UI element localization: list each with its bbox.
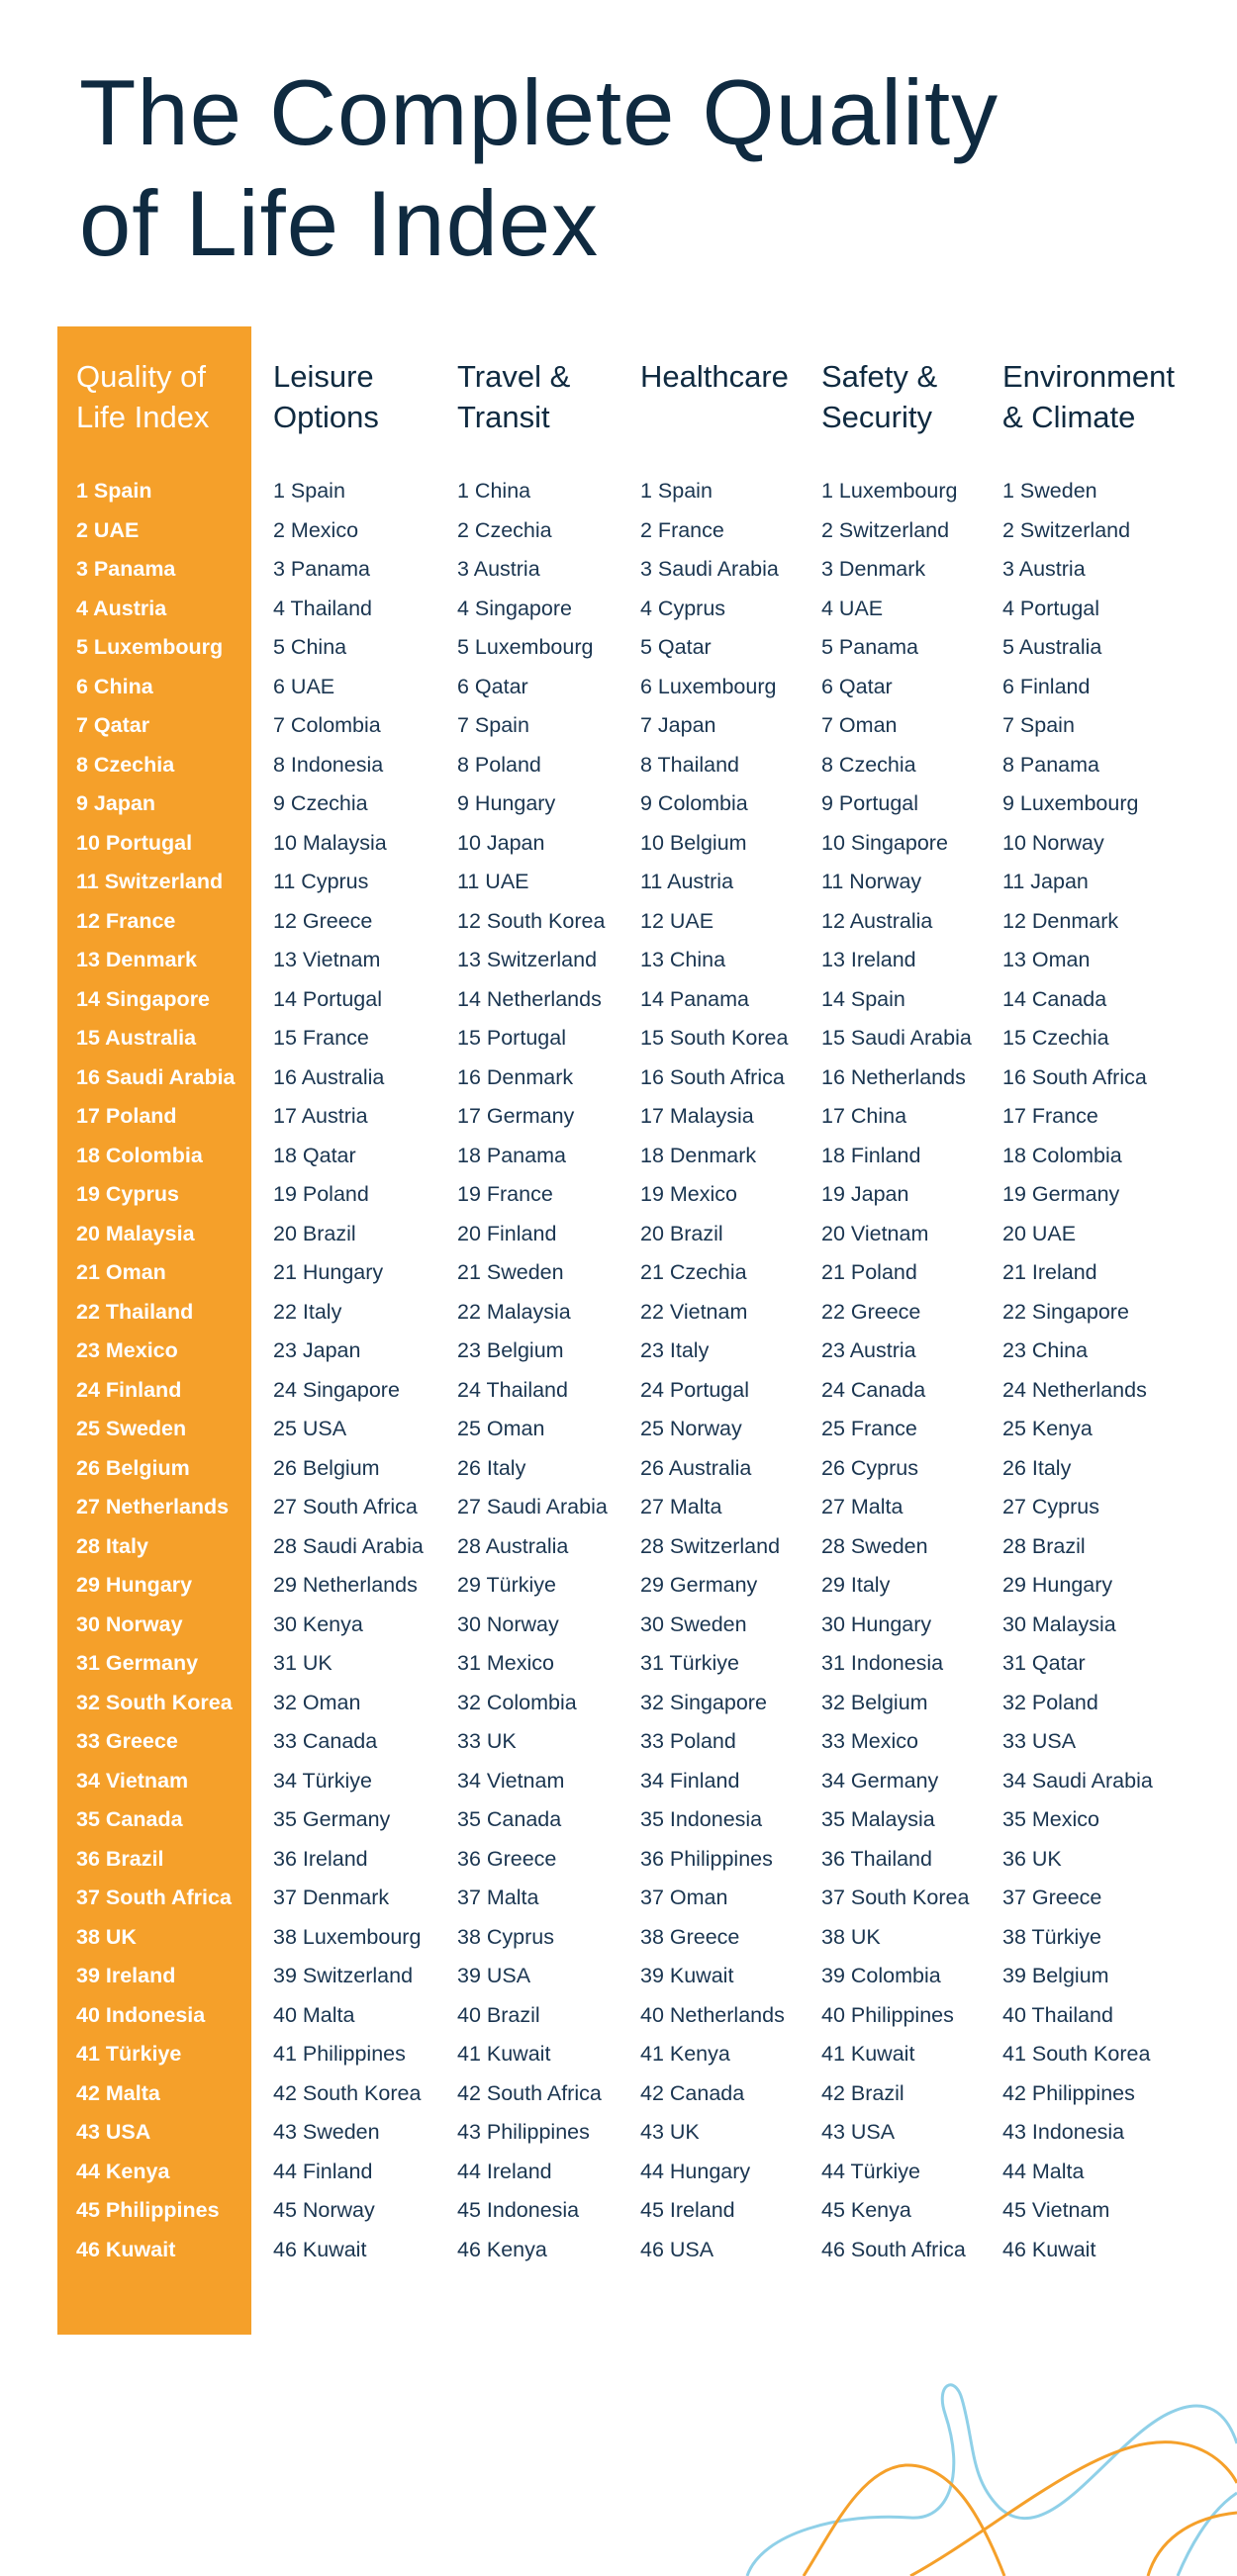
list-item: 18 Panama xyxy=(457,1143,566,1167)
list-item: 37 South Korea xyxy=(821,1886,970,1909)
list-item: 32 Belgium xyxy=(821,1690,928,1714)
list-item: 24 Netherlands xyxy=(1002,1377,1147,1402)
list-item: 1 Sweden xyxy=(1002,479,1097,503)
list-item: 23 Belgium xyxy=(457,1338,564,1362)
list-item: 17 Austria xyxy=(273,1104,368,1128)
list-item: 18 Denmark xyxy=(640,1143,757,1167)
list-item: 10 Malaysia xyxy=(273,830,387,855)
list-item: 6 Qatar xyxy=(821,674,893,698)
list-item: 15 France xyxy=(273,1026,369,1050)
list-item: 17 Poland xyxy=(76,1104,177,1128)
list-item: 4 Thailand xyxy=(273,596,373,620)
list-item: 20 UAE xyxy=(1002,1221,1077,1245)
list-item: 32 Singapore xyxy=(640,1690,767,1714)
list-item: 46 Kuwait xyxy=(76,2237,176,2261)
list-item: 28 Brazil xyxy=(1002,1533,1086,1558)
list-item: 33 Poland xyxy=(640,1729,736,1753)
list-item: 42 Malta xyxy=(76,2080,160,2105)
list-item: 44 Malta xyxy=(1002,2159,1085,2183)
list-item: 42 South Korea xyxy=(273,2080,422,2105)
list-item: 41 Philippines xyxy=(273,2042,406,2066)
list-item: 3 Austria xyxy=(457,557,540,581)
list-item: 16 South Africa xyxy=(640,1064,785,1089)
column-header-line-2: Transit xyxy=(457,400,550,434)
list-item: 7 Qatar xyxy=(76,713,150,737)
list-item: 23 China xyxy=(1002,1338,1089,1362)
list-item: 25 France xyxy=(821,1417,917,1440)
list-item: 15 South Korea xyxy=(640,1026,789,1050)
list-item: 23 Mexico xyxy=(76,1338,178,1362)
list-item: 38 UK xyxy=(76,1924,137,1949)
list-item: 2 France xyxy=(640,517,724,542)
list-item: 31 Mexico xyxy=(457,1651,554,1675)
list-item: 5 China xyxy=(273,635,347,659)
list-item: 3 Panama xyxy=(76,557,176,581)
list-item: 36 Greece xyxy=(457,1846,557,1871)
list-item: 37 Denmark xyxy=(273,1886,390,1909)
list-item: 16 Saudi Arabia xyxy=(76,1064,236,1089)
list-item: 1 Spain xyxy=(273,479,345,503)
list-item: 13 Denmark xyxy=(76,948,197,971)
list-item: 13 Vietnam xyxy=(273,948,381,971)
list-item: 35 Germany xyxy=(273,1807,391,1831)
list-item: 29 Italy xyxy=(821,1573,891,1597)
list-item: 7 Colombia xyxy=(273,713,381,737)
title-line-2: of Life Index xyxy=(79,171,600,275)
list-item: 39 USA xyxy=(457,1964,531,1987)
list-item: 44 Ireland xyxy=(457,2159,552,2183)
list-item: 38 Luxembourg xyxy=(273,1924,422,1949)
list-item: 29 Hungary xyxy=(76,1573,193,1597)
column-header-line-1: Quality of xyxy=(76,359,206,394)
list-item: 27 Cyprus xyxy=(1002,1495,1099,1518)
list-item: 27 Netherlands xyxy=(76,1495,230,1518)
list-item: 43 Philippines xyxy=(457,2120,590,2144)
list-item: 26 Cyprus xyxy=(821,1455,918,1480)
list-item: 14 Netherlands xyxy=(457,986,602,1011)
list-item: 34 Finland xyxy=(640,1768,740,1793)
list-item: 13 China xyxy=(640,948,726,971)
list-item: 17 Malaysia xyxy=(640,1104,754,1128)
list-item: 21 Oman xyxy=(76,1260,166,1284)
list-item: 9 Portugal xyxy=(821,791,919,815)
list-item: 10 Portugal xyxy=(76,830,193,855)
list-item: 9 Luxembourg xyxy=(1002,791,1139,815)
list-item: 19 France xyxy=(457,1182,553,1206)
list-item: 2 Mexico xyxy=(273,517,359,542)
list-item: 7 Spain xyxy=(457,713,529,737)
list-item: 3 Austria xyxy=(1002,557,1086,581)
list-item: 29 Netherlands xyxy=(273,1573,418,1597)
list-item: 2 Switzerland xyxy=(1002,517,1131,542)
list-item: 45 Ireland xyxy=(640,2198,735,2222)
list-item: 31 Türkiye xyxy=(640,1651,739,1675)
list-item: 22 Greece xyxy=(821,1299,921,1324)
list-item: 31 Germany xyxy=(76,1651,199,1675)
column-header-line-1: Healthcare xyxy=(640,359,789,394)
list-item: 39 Colombia xyxy=(821,1964,941,1987)
list-item: 1 China xyxy=(457,479,531,503)
list-item: 7 Oman xyxy=(821,713,898,737)
list-item: 18 Qatar xyxy=(273,1143,356,1167)
list-item: 30 Kenya xyxy=(273,1611,363,1636)
list-item: 19 Mexico xyxy=(640,1182,737,1206)
list-item: 32 Oman xyxy=(273,1690,361,1714)
list-item: 14 Spain xyxy=(821,986,905,1011)
list-item: 13 Oman xyxy=(1002,948,1091,971)
list-item: 46 South Africa xyxy=(821,2237,966,2261)
list-item: 29 Germany xyxy=(640,1573,758,1597)
list-item: 15 Czechia xyxy=(1002,1026,1109,1050)
list-item: 37 Greece xyxy=(1002,1886,1102,1909)
list-item: 34 Türkiye xyxy=(273,1768,372,1793)
list-item: 28 Saudi Arabia xyxy=(273,1533,424,1558)
list-item: 10 Norway xyxy=(1002,830,1104,855)
list-item: 22 Singapore xyxy=(1002,1299,1129,1324)
list-item: 13 Ireland xyxy=(821,948,916,971)
list-item: 11 Austria xyxy=(640,870,734,893)
list-item: 19 Cyprus xyxy=(76,1182,179,1206)
list-item: 38 Greece xyxy=(640,1924,740,1949)
list-item: 9 Czechia xyxy=(273,791,368,815)
list-item: 17 Germany xyxy=(457,1104,575,1128)
list-item: 25 Sweden xyxy=(76,1417,187,1440)
list-item: 8 Thailand xyxy=(640,752,740,777)
list-item: 21 Ireland xyxy=(1002,1260,1097,1284)
column-header-line-2: Life Index xyxy=(76,400,210,434)
list-item: 6 China xyxy=(76,674,153,698)
list-item: 40 Thailand xyxy=(1002,2002,1113,2027)
list-item: 23 Italy xyxy=(640,1338,710,1362)
list-item: 41 South Korea xyxy=(1002,2042,1151,2066)
list-item: 3 Denmark xyxy=(821,557,926,581)
list-item: 14 Singapore xyxy=(76,986,211,1011)
list-item: 45 Philippines xyxy=(76,2198,220,2222)
list-item: 36 Thailand xyxy=(821,1846,932,1871)
list-item: 45 Norway xyxy=(273,2198,375,2222)
list-item: 16 Netherlands xyxy=(821,1064,966,1089)
list-item: 39 Ireland xyxy=(76,1964,176,1987)
list-item: 12 Greece xyxy=(273,908,373,933)
list-item: 29 Hungary xyxy=(1002,1573,1113,1597)
list-item: 22 Thailand xyxy=(76,1299,194,1324)
list-item: 46 Kuwait xyxy=(1002,2237,1096,2261)
list-item: 40 Brazil xyxy=(457,2002,540,2027)
list-item: 36 Ireland xyxy=(273,1846,368,1871)
list-item: 35 Canada xyxy=(76,1807,183,1831)
list-item: 26 Italy xyxy=(457,1455,526,1480)
column-header-line-1: Safety & xyxy=(821,359,938,394)
list-item: 21 Sweden xyxy=(457,1260,564,1284)
list-item: 37 South Africa xyxy=(76,1886,232,1909)
list-item: 26 Belgium xyxy=(273,1455,380,1480)
list-item: 39 Kuwait xyxy=(640,1964,734,1987)
list-item: 1 Spain xyxy=(76,479,152,503)
list-item: 20 Malaysia xyxy=(76,1221,195,1245)
list-item: 11 Norway xyxy=(821,870,922,893)
list-item: 4 Singapore xyxy=(457,596,572,620)
list-item: 46 Kuwait xyxy=(273,2237,367,2261)
list-item: 46 USA xyxy=(640,2237,714,2261)
list-item: 35 Canada xyxy=(457,1807,562,1831)
list-item: 31 UK xyxy=(273,1651,333,1675)
list-item: 4 Austria xyxy=(76,596,167,620)
list-item: 40 Philippines xyxy=(821,2002,954,2027)
list-item: 2 UAE xyxy=(76,517,140,542)
list-item: 22 Italy xyxy=(273,1299,342,1324)
list-item: 19 Poland xyxy=(273,1182,369,1206)
list-item: 15 Saudi Arabia xyxy=(821,1026,972,1050)
list-item: 8 Poland xyxy=(457,752,541,777)
list-item: 38 Cyprus xyxy=(457,1924,554,1949)
list-item: 28 Sweden xyxy=(821,1533,928,1558)
list-item: 28 Italy xyxy=(76,1533,148,1558)
list-item: 25 Oman xyxy=(457,1417,545,1440)
list-item: 30 Norway xyxy=(457,1611,559,1636)
list-item: 36 Philippines xyxy=(640,1846,773,1871)
list-item: 9 Hungary xyxy=(457,791,556,815)
list-item: 15 Australia xyxy=(76,1026,197,1050)
list-item: 4 UAE xyxy=(821,596,884,620)
column-header-line-1: Travel & xyxy=(457,359,571,394)
list-item: 25 Kenya xyxy=(1002,1417,1093,1440)
list-item: 9 Colombia xyxy=(640,791,748,815)
column-header-line-1: Environment xyxy=(1002,359,1176,394)
list-item: 41 Kuwait xyxy=(457,2042,551,2066)
list-item: 45 Kenya xyxy=(821,2198,911,2222)
list-item: 10 Japan xyxy=(457,830,545,855)
list-item: 31 Qatar xyxy=(1002,1651,1086,1675)
list-item: 3 Saudi Arabia xyxy=(640,557,779,581)
list-item: 35 Indonesia xyxy=(640,1807,763,1831)
list-item: 38 Türkiye xyxy=(1002,1924,1101,1949)
list-item: 36 UK xyxy=(1002,1846,1062,1871)
list-item: 4 Cyprus xyxy=(640,596,726,620)
list-item: 43 USA xyxy=(76,2120,151,2144)
list-item: 33 UK xyxy=(457,1729,517,1753)
column-header-line-2: Security xyxy=(821,400,932,434)
list-item: 5 Luxembourg xyxy=(76,635,224,659)
list-item: 30 Hungary xyxy=(821,1611,932,1636)
list-item: 33 USA xyxy=(1002,1729,1077,1753)
list-item: 30 Malaysia xyxy=(1002,1611,1116,1636)
list-item: 12 Denmark xyxy=(1002,908,1119,933)
list-item: 12 UAE xyxy=(640,908,714,933)
list-item: 20 Vietnam xyxy=(821,1221,929,1245)
list-item: 5 Panama xyxy=(821,635,919,659)
list-item: 21 Czechia xyxy=(640,1260,747,1284)
list-item: 22 Malaysia xyxy=(457,1299,571,1324)
list-item: 28 Switzerland xyxy=(640,1533,781,1558)
list-item: 1 Spain xyxy=(640,479,713,503)
list-item: 42 Philippines xyxy=(1002,2080,1135,2105)
column-header-line-1: Leisure xyxy=(273,359,374,394)
list-item: 35 Mexico xyxy=(1002,1807,1099,1831)
list-item: 40 Malta xyxy=(273,2002,355,2027)
title-line-1: The Complete Quality xyxy=(79,60,999,164)
blue-curve xyxy=(1178,2493,1237,2576)
list-item: 40 Netherlands xyxy=(640,2002,785,2027)
list-item: 19 Germany xyxy=(1002,1182,1120,1206)
list-item: 40 Indonesia xyxy=(76,2002,206,2027)
list-item: 30 Sweden xyxy=(640,1611,747,1636)
list-item: 45 Vietnam xyxy=(1002,2198,1110,2222)
list-item: 42 Canada xyxy=(640,2080,745,2105)
list-item: 39 Switzerland xyxy=(273,1964,414,1987)
list-item: 23 Japan xyxy=(273,1338,361,1362)
list-item: 18 Colombia xyxy=(1002,1143,1122,1167)
list-item: 33 Canada xyxy=(273,1729,378,1753)
list-item: 24 Portugal xyxy=(640,1377,749,1402)
list-item: 45 Indonesia xyxy=(457,2198,580,2222)
list-item: 14 Panama xyxy=(640,986,749,1011)
list-item: 7 Japan xyxy=(640,713,716,737)
list-item: 41 Kuwait xyxy=(821,2042,915,2066)
list-item: 13 Switzerland xyxy=(457,948,598,971)
list-item: 16 South Africa xyxy=(1002,1064,1147,1089)
list-item: 37 Malta xyxy=(457,1886,539,1909)
column-header-line-2: & Climate xyxy=(1002,400,1136,434)
list-item: 20 Brazil xyxy=(273,1221,356,1245)
list-item: 11 Japan xyxy=(1002,870,1089,893)
list-item: 31 Indonesia xyxy=(821,1651,944,1675)
list-item: 24 Thailand xyxy=(457,1377,568,1402)
list-item: 8 Panama xyxy=(1002,752,1100,777)
list-item: 26 Belgium xyxy=(76,1455,190,1480)
list-item: 14 Portugal xyxy=(273,986,382,1011)
list-item: 34 Vietnam xyxy=(457,1768,565,1793)
list-item: 20 Brazil xyxy=(640,1221,723,1245)
list-item: 37 Oman xyxy=(640,1886,728,1909)
list-item: 25 USA xyxy=(273,1417,347,1440)
list-item: 34 Vietnam xyxy=(76,1768,189,1793)
list-item: 2 Switzerland xyxy=(821,517,950,542)
list-item: 6 Finland xyxy=(1002,674,1091,698)
list-item: 38 UK xyxy=(821,1924,881,1949)
list-item: 44 Finland xyxy=(273,2159,373,2183)
list-item: 15 Portugal xyxy=(457,1026,566,1050)
list-item: 32 Colombia xyxy=(457,1690,577,1714)
list-item: 44 Hungary xyxy=(640,2159,751,2183)
list-item: 42 Brazil xyxy=(821,2080,904,2105)
list-item: 11 Cyprus xyxy=(273,870,369,893)
list-item: 27 South Africa xyxy=(273,1495,418,1518)
list-item: 34 Saudi Arabia xyxy=(1002,1768,1153,1793)
list-item: 27 Malta xyxy=(640,1495,722,1518)
list-item: 36 Brazil xyxy=(76,1846,164,1871)
list-item: 44 Kenya xyxy=(76,2159,170,2183)
list-item: 42 South Africa xyxy=(457,2080,602,2105)
list-item: 9 Japan xyxy=(76,791,156,815)
list-item: 7 Spain xyxy=(1002,713,1075,737)
list-item: 5 Australia xyxy=(1002,635,1102,659)
list-item: 35 Malaysia xyxy=(821,1807,935,1831)
list-item: 5 Qatar xyxy=(640,635,712,659)
list-item: 10 Belgium xyxy=(640,830,747,855)
list-item: 3 Panama xyxy=(273,557,371,581)
list-item: 2 Czechia xyxy=(457,517,552,542)
list-item: 43 UK xyxy=(640,2120,700,2144)
list-item: 12 Australia xyxy=(821,908,933,933)
list-item: 19 Japan xyxy=(821,1182,909,1206)
list-item: 25 Norway xyxy=(640,1417,742,1440)
list-item: 27 Malta xyxy=(821,1495,904,1518)
list-item: 18 Colombia xyxy=(76,1143,203,1167)
list-item: 20 Finland xyxy=(457,1221,557,1245)
list-item: 33 Greece xyxy=(76,1729,178,1753)
list-item: 21 Poland xyxy=(821,1260,917,1284)
list-item: 16 Denmark xyxy=(457,1064,574,1089)
list-item: 17 France xyxy=(1002,1104,1098,1128)
list-item: 12 France xyxy=(76,908,176,933)
list-item: 8 Czechia xyxy=(821,752,916,777)
list-item: 24 Canada xyxy=(821,1377,926,1402)
list-item: 11 UAE xyxy=(457,870,529,893)
list-item: 11 Switzerland xyxy=(76,870,224,893)
list-item: 44 Türkiye xyxy=(821,2159,920,2183)
list-item: 28 Australia xyxy=(457,1533,569,1558)
list-item: 22 Vietnam xyxy=(640,1299,748,1324)
list-item: 26 Italy xyxy=(1002,1455,1072,1480)
list-item: 4 Portugal xyxy=(1002,596,1100,620)
list-item: 24 Singapore xyxy=(273,1377,400,1402)
list-item: 14 Canada xyxy=(1002,986,1107,1011)
list-item: 10 Singapore xyxy=(821,830,948,855)
list-item: 41 Türkiye xyxy=(76,2042,182,2066)
column-header-line-2: Options xyxy=(273,400,379,434)
list-item: 1 Luxembourg xyxy=(821,479,958,503)
list-item: 32 South Korea xyxy=(76,1690,233,1714)
list-item: 6 Qatar xyxy=(457,674,528,698)
list-item: 17 China xyxy=(821,1104,907,1128)
list-item: 34 Germany xyxy=(821,1768,939,1793)
list-item: 43 Indonesia xyxy=(1002,2120,1125,2144)
list-item: 16 Australia xyxy=(273,1064,385,1089)
list-item: 46 Kenya xyxy=(457,2237,547,2261)
list-item: 43 Sweden xyxy=(273,2120,380,2144)
list-item: 30 Norway xyxy=(76,1611,183,1636)
list-item: 26 Australia xyxy=(640,1455,752,1480)
list-item: 27 Saudi Arabia xyxy=(457,1495,608,1518)
list-item: 18 Finland xyxy=(821,1143,921,1167)
list-item: 8 Indonesia xyxy=(273,752,384,777)
list-item: 6 Luxembourg xyxy=(640,674,777,698)
list-item: 12 South Korea xyxy=(457,908,606,933)
list-item: 23 Austria xyxy=(821,1338,916,1362)
list-item: 33 Mexico xyxy=(821,1729,918,1753)
list-item: 5 Luxembourg xyxy=(457,635,594,659)
list-item: 8 Czechia xyxy=(76,752,175,777)
list-item: 41 Kenya xyxy=(640,2042,730,2066)
list-item: 29 Türkiye xyxy=(457,1573,556,1597)
list-item: 24 Finland xyxy=(76,1377,182,1402)
list-item: 21 Hungary xyxy=(273,1260,384,1284)
list-item: 6 UAE xyxy=(273,674,335,698)
list-item: 39 Belgium xyxy=(1002,1964,1109,1987)
list-item: 32 Poland xyxy=(1002,1690,1098,1714)
list-item: 43 USA xyxy=(821,2120,896,2144)
